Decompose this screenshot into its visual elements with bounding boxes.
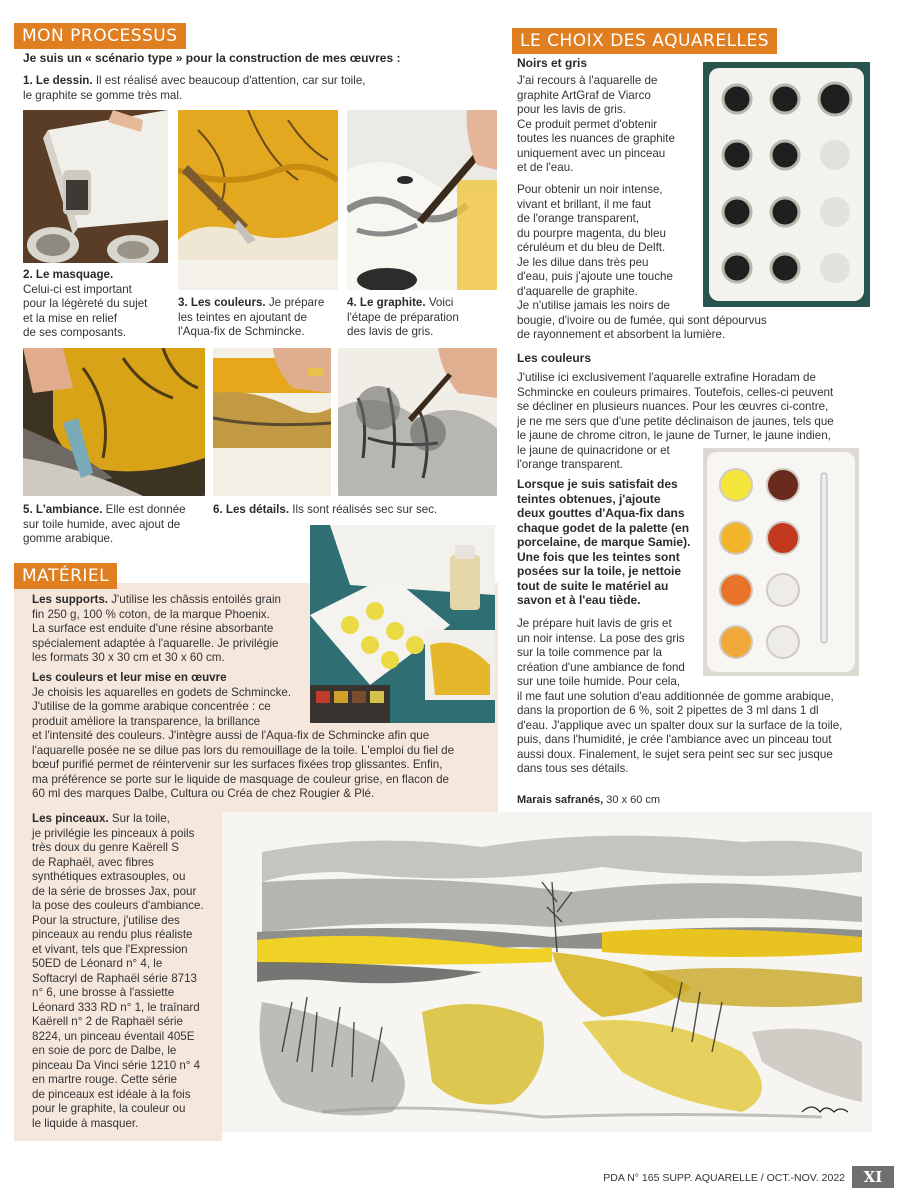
pinceaux-title: Les pinceaux. [32,812,109,825]
bold-line: chaque godet de la palette (en [517,520,690,535]
noirs-paragraph-2 [517,183,767,343]
photo-step6-details-b [338,348,497,496]
bold-line: Lorsque je suis satisfait des [517,477,678,491]
bold-line: deux gouttes d'Aqua-fix dans [517,506,685,520]
prep-line: il me faut une solution d'eau additionnée de gomme arabique, [517,689,834,703]
bold-line: porcelaine, de marque Samie). [517,535,691,549]
couleurs-mise-title: Les couleurs et leur mise en œuvre [32,671,227,684]
supports-line: les formats 30 x 30 cm et 30 x 60 cm. [32,651,225,664]
photo-step6a-art [213,348,331,496]
noirs-line: uniquement avec un pinceau [517,146,666,160]
prep-line: un noir intense. La pose des gris [517,631,685,645]
process-intro: Je suis un « scénario type » pour la construction de mes œuvres : [23,51,401,65]
bold-line: posées sur la toile, je nettoie [517,564,682,578]
step3-title: 3. Les couleurs. [178,296,266,309]
photo-step3-colors [178,110,338,290]
couleurs-mise-line: 60 ml des marques Dalbe, Cultura ou Créa de chez Rougier & Plé. [32,787,375,800]
couleurs-title: Les couleurs [517,351,592,365]
photo-step5-ambiance [23,348,205,496]
step3-line: Je prépare [265,296,325,309]
noirs-line2: bougie, d'ivoire ou de fumée, qui sont dépourvus [517,313,767,327]
pinceaux-line: je privilégie les pinceaux à poils [32,826,195,840]
pinceaux-line: Kaërell n° 2 de Raphaël série [32,1015,183,1028]
pinceaux-line: 8224, un pinceau éventail 405E [32,1029,195,1043]
pinceaux-line: pinceaux au rendu plus réaliste [32,928,193,941]
step6-caption [213,503,437,518]
noirs-line2: du pourpre magenta, du bleu [517,226,666,240]
pinceaux-line: de la série de brosses Jax, pour [32,884,197,898]
noirs-line2: de rayonnement et absorbent la lumière. [517,328,726,341]
noirs-line: pour les lavis de gris. [517,103,626,116]
pinceaux-line: et vivant, tels que l'Expression [32,942,188,956]
photo-step5-art [23,348,205,496]
step3-line: les teintes en ajoutant de [178,310,307,324]
page-footer: PDA N° 165 SUPP. AQUARELLE / OCT.-NOV. 2022 [603,1172,845,1184]
painting-size: 30 x 60 cm [603,794,661,806]
step2-title: 2. Le masquage. [23,268,114,281]
step1-text: Il est réalisé avec beaucoup d'attention, car sur toile, [95,74,366,87]
couleurs-line: je ne me sers que d'une petite déclinaison de jaunes, tels que [517,414,834,428]
pinceaux-line: très doux du genre Kaërell S [32,841,179,854]
pinceaux-line: la pose des couleurs d'ambiance. [32,899,204,912]
couleurs-line: J'utilise ici exclusivement l'aquarelle extrafine Horadam de [517,371,816,384]
couleurs-mise-line: J'utilise de la gomme arabique concentrée : ce [32,700,271,713]
pinceaux-line: pinceau Da Vinci série 1210 n° 4 [32,1058,201,1072]
bold-paragraph [517,477,690,608]
prep-line: puis, dans l'humidité, je crée l'ambiance avec un pinceau tout [517,733,832,746]
pinceaux-line: Sur la toile, [108,812,170,825]
painting-title: Marais safranés, [517,794,604,806]
couleurs-mise-paragraph [32,671,454,802]
step5-caption [23,503,186,547]
prep-line: Je prépare huit lavis de gris et [517,617,672,630]
photo-step4-art [347,110,497,290]
step2-line: de ses composants. [23,326,127,339]
step4-line: des lavis de gris. [347,325,434,338]
couleurs-mise-line: bœuf purifié permet de réintervenir sur les surfaces fixées trop glissantes. Enfin, [32,758,443,771]
step2-line: Celui-ci est important [23,282,132,296]
noirs-line2: Je les dilue dans très peu [517,255,649,269]
section-header-aquarelles: LE CHOIX DES AQUARELLES [512,28,777,54]
bold-line: Une fois que les teintes sont [517,549,680,564]
supports-line: J'utilise les châssis entoilés grain [108,593,282,606]
step2-caption [23,268,147,341]
noirs-line2: d'aquarelle de graphite. [517,284,638,298]
pinceaux-line: n° 6, une brosse à l'assiette [32,986,175,999]
section-header-materiel: MATÉRIEL [14,563,117,589]
prep-line: dans la proportion de 6 %, soit 2 pipettes de 3 ml dans 1 dl [517,704,819,717]
noirs-paragraph [517,74,675,176]
noirs-line2: céruléum et du bleu de Delft. [517,241,666,254]
prep-line: création d'une ambiance de fond [517,660,685,674]
supports-line: La surface est enduite d'une résine absorbante [32,622,274,635]
step6-text: Ils sont réalisés sec sur sec. [289,503,438,516]
section-header-processus: MON PROCESSUS [14,23,186,49]
couleurs-mise-line: produit améliore la transparence, la brillance [32,714,261,728]
painting-caption [517,793,660,808]
pinceaux-line: de pinceaux est idéale à la fois [32,1087,191,1101]
step1-text2: le graphite se gomme très mal. [23,88,183,102]
prep-paragraph [517,617,842,777]
couleurs-line: Schmincke en couleurs primaires. Toutefois, celles-ci peuvent [517,385,834,399]
prep-line: sur la toile commence par la [517,646,662,659]
page-folio: XI [852,1166,894,1188]
step4-title: 4. Le graphite. [347,296,426,309]
prep-line: d'eau. J'applique avec un spalter doux sur la surface de la toile, [517,718,843,732]
noirs-line2: Pour obtenir un noir intense, [517,183,663,196]
painting-marais-art [222,812,872,1132]
couleurs-mise-line: l'aquarelle posée ne se dilue pas lors du remouillage de la toile. L'emploi du fiel de [32,743,455,757]
couleurs-mise-line: Je choisis les aquarelles en godets de Schmincke. [32,685,292,699]
photo-step4-graphite [347,110,497,290]
step2-line: et la mise en relief [23,311,118,325]
step4-line: Voici [425,296,454,309]
step5-line: Elle est donnée [102,503,186,516]
prep-line: aussi doux. Finalement, le sujet sera peint sec sur sec jusque [517,747,833,761]
noirs-line2: de l'orange transparent, [517,212,640,225]
photo-step1-drawing [23,110,168,263]
photo-step6b-art [338,348,497,496]
supports-title: Les supports. [32,593,109,606]
noirs-line: toutes les nuances de graphite [517,132,675,145]
supports-line: fin 250 g, 100 % coton, de la marque Phoenix. [32,607,270,621]
step5-line: sur toile humide, avec ajout de [23,517,181,531]
step1-caption [23,74,366,103]
pinceaux-line: Léonard 333 RD n° 1, le traînard [32,1000,200,1014]
couleurs-mise-line: ma préférence se porte sur le liquide de masquage de couleur grise, en flacon de [32,772,449,786]
step2-line: pour la légèreté du sujet [23,297,148,310]
pinceaux-paragraph [32,812,204,1131]
noirs-line: graphite ArtGraf de Viarco [517,88,651,102]
noirs-line: Ce produit permet d'obtenir [517,117,658,131]
step1-title: 1. Le dessin. [23,74,93,87]
couleurs-mise-line: et l'intensité des couleurs. J'intègre aussi de l'Aqua-fix de Schmincke afin que [32,729,430,742]
noirs-line2: vivant et brillant, il me faut [517,197,652,211]
bold-line: savon et à l'eau tiède. [517,593,641,607]
pinceaux-line: de Raphaël, avec fibres [32,855,154,869]
step5-title: 5. L'ambiance. [23,503,103,516]
bold-line: tout de suite le matériel au [517,578,669,593]
prep-line: dans tous ses détails. [517,762,629,775]
couleurs-line: le jaune de chrome citron, le jaune de Turner, le jaune indien, [517,429,831,442]
pinceaux-line: Pour la structure, j'utilise des [32,913,180,927]
bold-line: teintes obtenues, j'ajoute [517,491,661,506]
step6-title: 6. Les détails. [213,503,290,516]
noirs-line2: Je n'utilise jamais les noirs de [517,299,671,312]
noirs-line2: d'eau, puis j'ajoute une touche [517,270,673,283]
step3-line: l'Aqua-fix de Schmincke. [178,325,305,338]
step4-caption [347,296,459,340]
photo-step6-details-a [213,348,331,496]
pinceaux-line: synthétiques extrasouples, ou [32,870,186,883]
supports-paragraph [32,593,281,666]
noirs-line: J'ai recours à l'aquarelle de [517,74,658,87]
noirs-title: Noirs et gris [517,56,588,70]
painting-marais-safranes [222,812,872,1132]
supports-line: spécialement adaptée à l'aquarelle. Je privilégie [32,636,279,650]
step3-caption [178,296,324,340]
couleurs-line: le jaune de quinacridone or et [517,443,670,457]
step4-line: l'étape de préparation [347,310,459,324]
pinceaux-line: 50ED de Léonard n° 4, le [32,957,163,970]
pinceaux-line: pour le graphite, la couleur ou [32,1102,186,1115]
couleurs-line: l'orange transparent. [517,458,623,471]
pinceaux-line: le liquide à masquer. [32,1116,139,1130]
pinceaux-line: en soie de porc de Dalbe, le [32,1044,177,1057]
pinceaux-line: Softacryl de Raphaël série 8713 [32,971,197,985]
photo-step3-art [178,110,338,290]
pinceaux-line: en martre rouge. Cette série [32,1073,177,1086]
photo-step1-art [23,110,168,263]
couleurs-line: se décliner en plusieurs nuances. Pour les œuvres ci-contre, [517,400,829,413]
step5-line: gomme arabique. [23,532,114,545]
prep-line: sur une toile humide. Pour cela, [517,675,681,688]
noirs-line: et de l'eau. [517,161,574,174]
